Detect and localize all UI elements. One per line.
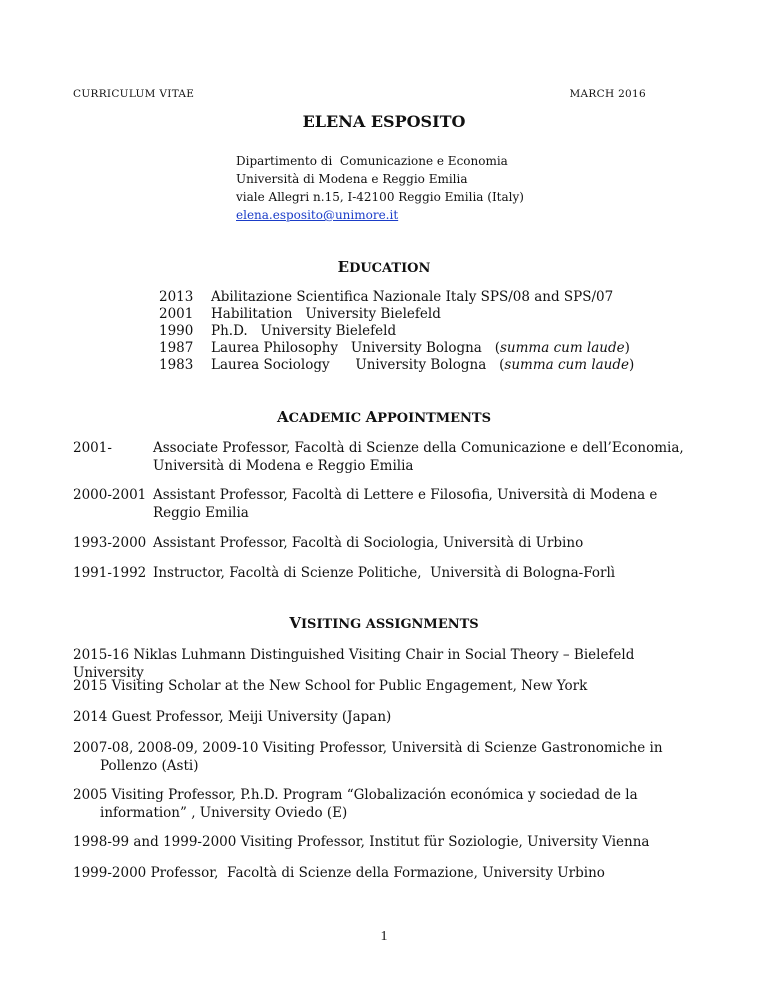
appointment-text: Assistant Professor, Facoltà di Lettere e Filosofia, Università di Modena e Reggio Emilia	[153, 487, 658, 521]
education-row	[159, 357, 634, 374]
visiting-text-continued: Pollenzo (Asti)	[100, 758, 199, 774]
education-text: Abilitazione Scientifica Nazionale Italy SPS/08 and SPS/07	[211, 289, 614, 305]
education-row	[159, 289, 634, 306]
education-row	[159, 323, 634, 340]
visiting-text: 1998-99 and 1999-2000 Visiting Professor, Institut für Soziologie, University Vienna	[73, 834, 650, 850]
appointment-years: 1993-2000	[73, 535, 147, 551]
education-text: Habilitation University Bielefeld	[211, 306, 441, 322]
appointment-years: 2001-	[73, 440, 112, 456]
visiting-text: 2014 Guest Professor, Meiji University (Japan)	[73, 709, 392, 725]
address-block	[236, 152, 524, 224]
address-university: Università di Modena e Reggio Emilia	[236, 172, 468, 186]
visiting-text: 1999-2000 Professor, Facoltà di Scienze della Formazione, University Urbino	[73, 865, 605, 881]
education-text: Ph.D. University Bielefeld	[211, 323, 397, 339]
education-year: 2001	[159, 306, 194, 322]
appointments-heading: ACADEMIC APPOINTMENTS	[276, 408, 491, 426]
address-department: Dipartimento di Comunicazione e Economia	[236, 154, 508, 168]
document-header-title: CURRICULUM VITAE	[73, 88, 195, 100]
education-year: 1990	[159, 323, 194, 339]
document-header-date: MARCH 2016	[569, 88, 646, 100]
appointment-row	[73, 534, 693, 552]
education-text: Laurea Sociology University Bologna (summa cum laude)	[211, 357, 635, 373]
email-link[interactable]: elena.esposito@unimore.it	[236, 208, 399, 222]
visiting-item	[73, 833, 703, 851]
visiting-heading: VISITING ASSIGNMENTS	[289, 614, 479, 632]
appointment-row	[73, 439, 693, 475]
appointment-row	[73, 486, 693, 522]
visiting-text: 2007-08, 2008-09, 2009-10 Visiting Professor, Università di Scienze Gastronomiche in	[73, 740, 663, 756]
appointment-text: Instructor, Facoltà di Scienze Politiche, Università di Bologna-Forlì	[153, 565, 616, 581]
education-heading: EDUCATION	[337, 258, 431, 276]
education-honor: summa cum laude	[504, 357, 630, 373]
education-list	[159, 289, 634, 374]
visiting-item	[73, 786, 703, 822]
address-street: viale Allegri n.15, I-42100 Reggio Emilia (Italy)	[236, 190, 524, 204]
appointment-text: Associate Professor, Facoltà di Scienze della Comunicazione e dell’Economia, Università di Modena e Reggio Emilia	[153, 440, 684, 474]
education-row	[159, 306, 634, 323]
visiting-text: 2015 Visiting Scholar at the New School for Public Engagement, New York	[73, 678, 588, 694]
appointment-text: Assistant Professor, Facoltà di Sociologia, Università di Urbino	[153, 535, 584, 551]
visiting-item	[73, 739, 703, 775]
education-year: 1987	[159, 340, 194, 356]
person-name: ELENA ESPOSITO	[302, 112, 466, 131]
page-number: 1	[380, 929, 388, 944]
education-row	[159, 340, 634, 357]
appointment-years: 1991-1992	[73, 565, 147, 581]
appointment-years: 2000-2001	[73, 487, 147, 503]
visiting-text: 2015-16 Niklas Luhmann Distinguished Visiting Chair in Social Theory – Bielefeld University	[73, 647, 635, 681]
education-year: 1983	[159, 357, 194, 373]
visiting-item	[73, 864, 703, 882]
visiting-text-continued: information” , University Oviedo (E)	[100, 805, 348, 821]
visiting-text: 2005 Visiting Professor, P.h.D. Program “Globalización económica y sociedad de la	[73, 787, 638, 803]
education-text: Laurea Philosophy University Bologna (summa cum laude)	[211, 340, 630, 356]
education-honor: summa cum laude	[500, 340, 625, 356]
visiting-item	[73, 708, 703, 726]
appointment-row	[73, 564, 693, 582]
education-year: 2013	[159, 289, 194, 305]
visiting-item	[73, 677, 703, 695]
